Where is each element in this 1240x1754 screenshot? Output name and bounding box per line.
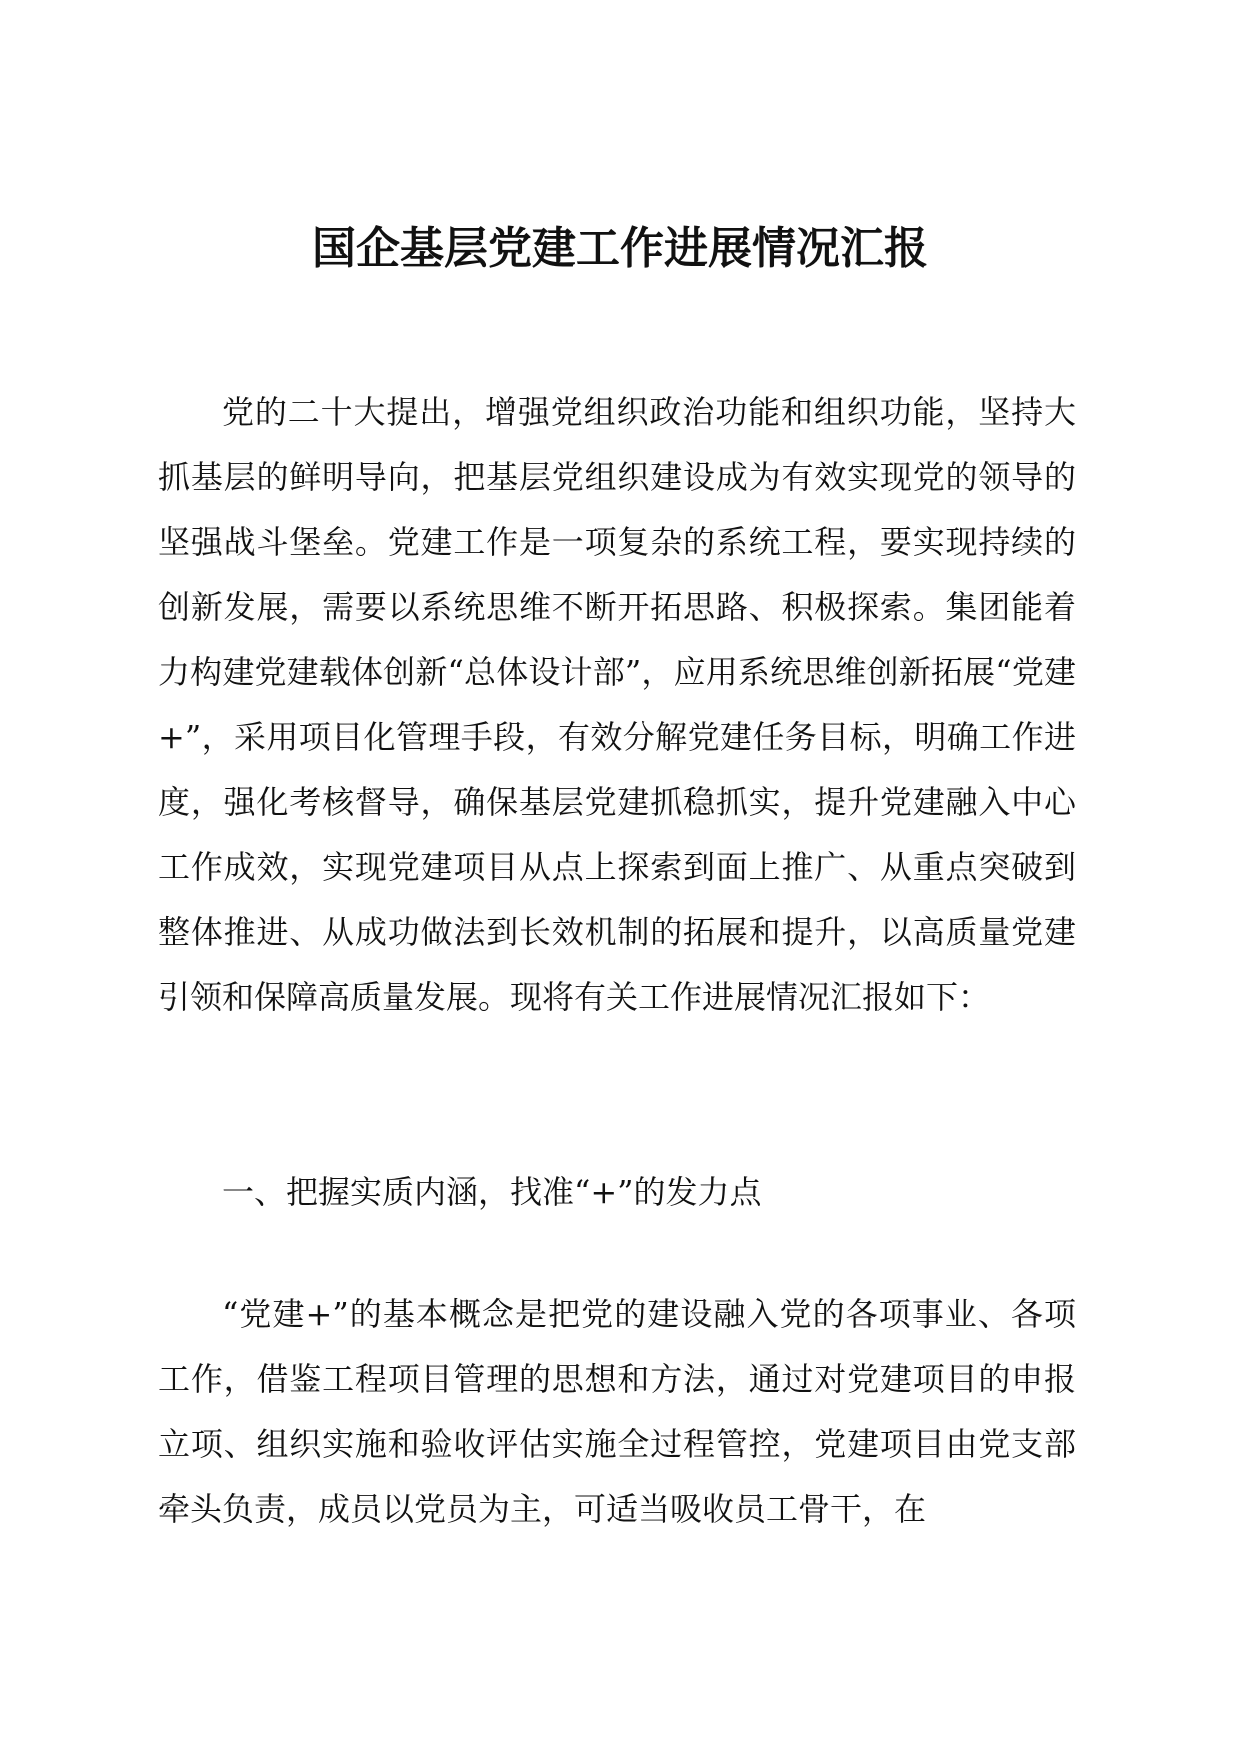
body-paragraph-section-1: “党建+”的基本概念是把党的建设融入党的各项事业、各项工作，借鉴工程项目管理的思想和方法，通过对党建项目的申报立项、组织实施和验收评估实施全过程管控，党建项目由党支部牵头负责，成员以党员为主，可适当吸收员工骨干，在	[158, 1295, 1076, 1528]
document-title: 国企基层党建工作进展情况汇报	[312, 223, 928, 274]
section-heading-1: 一、把握实质内涵，找准“+”的发力点	[222, 1173, 762, 1211]
body-paragraph-intro: 党的二十大提出，增强党组织政治功能和组织功能，坚持大抓基层的鲜明导向，把基层党组织建设成为有效实现党的领导的坚强战斗堡垒。党建工作是一项复杂的系统工程，要实现持续的创新发展，需要以系统思维不断开拓思路、积极探索。集团能着力构建党建载体创新“总体设计部”，应用系统思维创新拓展“党建+”，采用项目化管理手段，有效分解党建任务目标，明确工作进度，强化考核督导，确保基层党建抓稳抓实，提升党建融入中心工作成效，实现党建项目从点上探索到面上推广、从重点突破到整体推进、从成功做法到长效机制的拓展和提升，以高质量党建引领和保障高质量发展。现将有关工作进展情况汇报如下：	[158, 393, 1076, 1016]
